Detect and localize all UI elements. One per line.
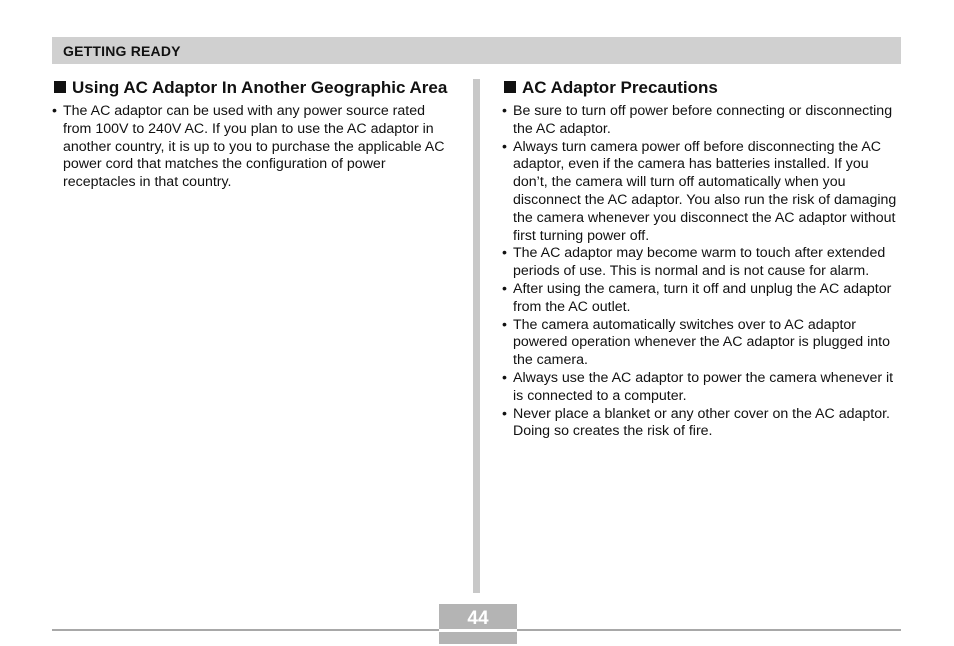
bullet-icon: •	[502, 245, 507, 262]
section-heading-text: AC Adaptor Precautions	[522, 78, 718, 97]
right-column	[502, 77, 902, 441]
bullet-icon: •	[502, 280, 507, 297]
list-item	[502, 139, 902, 246]
list-item-text: Always use the AC adaptor to power the camera whenever it is connected to a computer.	[513, 369, 894, 404]
page-number: 44	[467, 608, 489, 629]
page-number-box	[439, 604, 517, 644]
list-item-text: Be sure to turn off power before connecting or disconnecting the AC adaptor.	[513, 103, 893, 137]
list-item-text: The AC adaptor may become warm to touch after extended periods of use. This is normal and is not cause for alarm.	[513, 245, 886, 280]
square-icon	[504, 81, 516, 93]
bullet-list-left	[52, 103, 454, 192]
list-item	[502, 281, 902, 317]
list-item-text: Never place a blanket or any other cover on the AC adaptor. Doing so creates the risk of fire.	[513, 405, 890, 440]
bullet-icon: •	[502, 138, 507, 155]
list-item	[502, 317, 902, 370]
left-column	[52, 77, 454, 192]
bullet-icon: •	[502, 316, 507, 333]
section-heading-text: Using AC Adaptor In Another Geographic Area	[72, 78, 448, 97]
page-number-gap	[439, 629, 517, 632]
list-item-text: The camera automatically switches over to AC adaptor powered operation whenever the AC adaptor is plugged into the camera.	[513, 316, 891, 369]
column-divider	[473, 79, 480, 593]
bullet-list-right	[502, 103, 902, 441]
bullet-icon: •	[502, 103, 507, 119]
header-band	[52, 37, 901, 64]
list-item	[502, 370, 902, 406]
list-item	[502, 406, 902, 442]
section-heading-right	[502, 77, 902, 98]
bullet-icon: •	[502, 405, 507, 422]
section-label: GETTING READY	[63, 43, 181, 59]
list-item-text: After using the camera, turn it off and unplug the AC adaptor from the AC outlet.	[513, 280, 892, 315]
bullet-icon: •	[502, 369, 507, 386]
list-item-text: The AC adaptor can be used with any power source rated from 100V to 240V AC. If you plan to use the AC adaptor in another country, it is up to you to purchase the applicable AC power cord that matches the configuration of power receptacles in that country.	[63, 103, 445, 191]
bullet-icon: •	[52, 103, 57, 119]
square-icon	[54, 81, 66, 93]
list-item	[52, 103, 454, 192]
list-item	[502, 103, 902, 139]
section-heading-left	[52, 77, 454, 98]
list-item	[502, 245, 902, 281]
list-item-text: Always turn camera power off before disconnecting the AC adaptor, even if the camera has batteries installed. If you don’t, the camera will turn off automatically when you disconnect the AC adaptor. You also run the risk of damaging the camera whenever you disconnect the AC adaptor without first turning power off.	[513, 138, 897, 244]
